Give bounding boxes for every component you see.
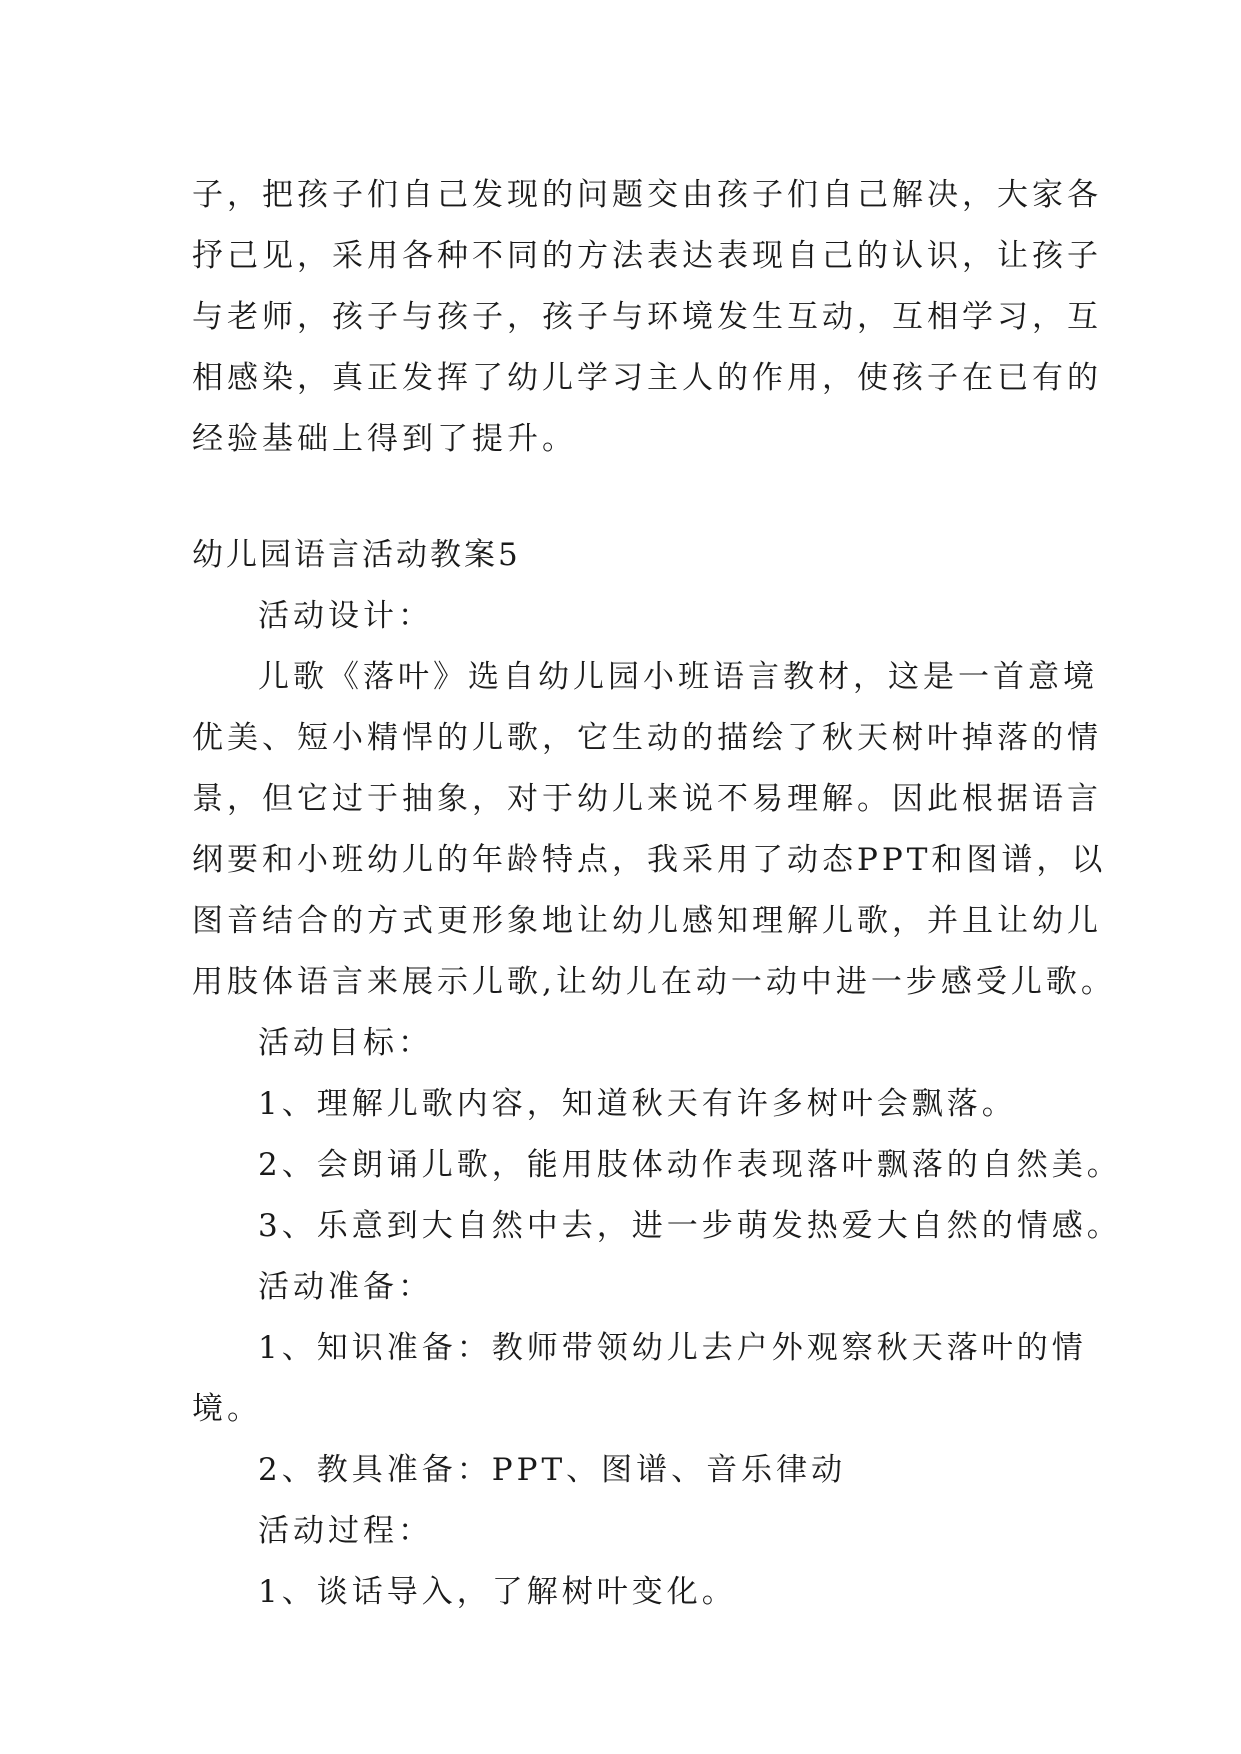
prep-heading: 活动准备：: [258, 1269, 433, 1305]
document-body: [192, 165, 1122, 1623]
process-item: 1、谈话导入，了解树叶变化。: [258, 1574, 737, 1610]
design-line: 儿歌《落叶》选自幼儿园小班语言教材，这是一首意境: [258, 659, 1098, 695]
process-heading: 活动过程：: [258, 1513, 433, 1549]
design-line: 景，但它过于抽象，对于幼儿来说不易理解。因此根据语言: [192, 781, 1102, 817]
prep-item: 1、知识准备：教师带领幼儿去户外观察秋天落叶的情: [258, 1330, 1087, 1366]
prep-item: 2、教具准备：PPT、图谱、音乐律动: [258, 1452, 847, 1488]
goal-item: 3、乐意到大自然中去，进一步萌发热爱大自然的情感。: [258, 1208, 1122, 1244]
paragraph-line: 子，把孩子们自己发现的问题交由孩子们自己解决，大家各: [192, 177, 1102, 213]
goals-heading: 活动目标：: [258, 1025, 433, 1061]
goal-item: 1、理解儿歌内容，知道秋天有许多树叶会飘落。: [258, 1086, 1017, 1122]
design-line: 纲要和小班幼儿的年龄特点，我采用了动态PPT和图谱，以: [192, 842, 1107, 878]
design-line: 用肢体语言来展示儿歌,让幼儿在动一动中进一步感受儿歌。: [192, 964, 1116, 1000]
design-line: 优美、短小精悍的儿歌，它生动的描绘了秋天树叶掉落的情: [192, 720, 1102, 756]
goal-item: 2、会朗诵儿歌，能用肢体动作表现落叶飘落的自然美。: [258, 1147, 1122, 1183]
design-line: 图音结合的方式更形象地让幼儿感知理解儿歌，并且让幼儿: [192, 903, 1102, 939]
paragraph-line: 与老师，孩子与孩子，孩子与环境发生互动，互相学习，互: [192, 299, 1102, 335]
paragraph-line: 抒己见，采用各种不同的方法表达表现自己的认识，让孩子: [192, 238, 1102, 274]
paragraph-line: 相感染，真正发挥了幼儿学习主人的作用，使孩子在已有的: [192, 360, 1102, 396]
paragraph-line: 经验基础上得到了提升。: [192, 421, 577, 457]
section-title: 幼儿园语言活动教案5: [192, 537, 521, 573]
design-heading: 活动设计：: [258, 598, 433, 634]
prep-item-continued: 境。: [192, 1391, 262, 1427]
section-gap: [192, 470, 1072, 525]
